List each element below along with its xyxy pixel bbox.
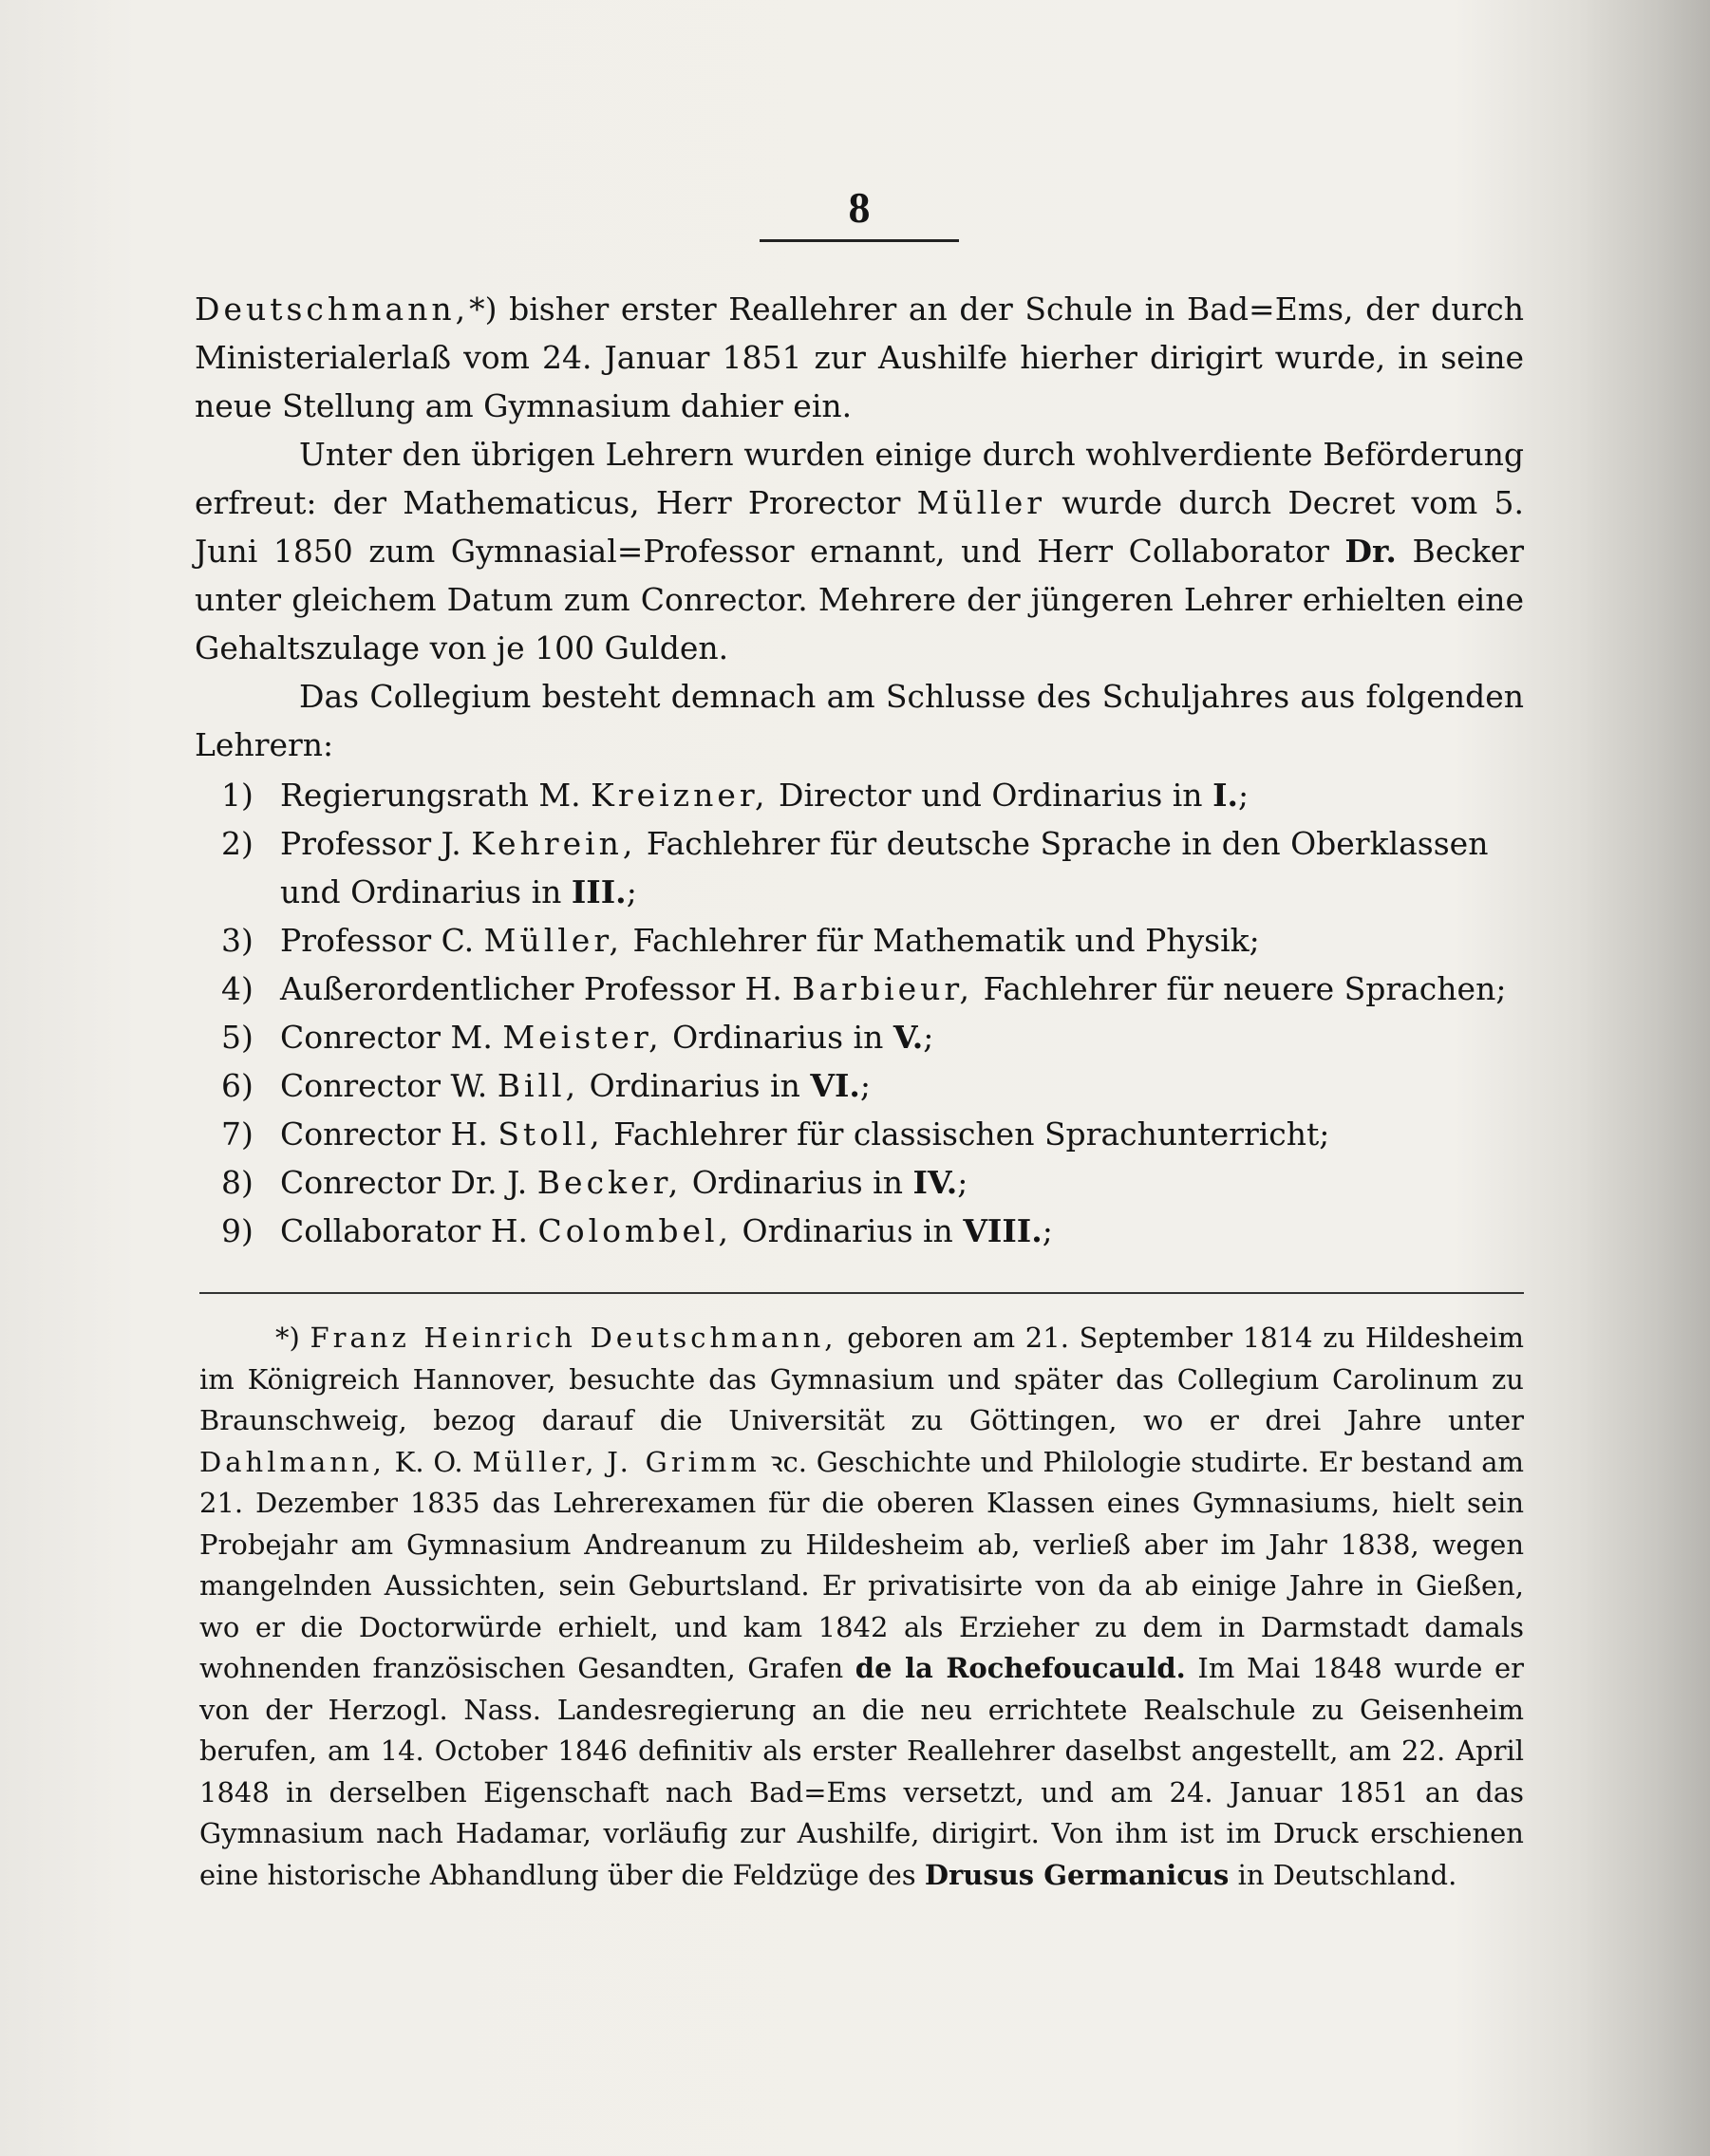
page-number: 8 xyxy=(848,183,871,232)
footnote xyxy=(199,1318,1524,1896)
page-number-rule xyxy=(760,239,959,242)
paragraph-2-text-c: Becker unter gleichem Datum zum Conrector. Mehrere der jüngeren Lehrer erhielten eine Gehaltszulage von je 100 Gulden. xyxy=(195,533,1524,666)
staff-name: Colombel, xyxy=(537,1212,733,1249)
footnote-marker: *) xyxy=(275,1322,300,1354)
class-label: VIII. xyxy=(963,1212,1043,1249)
staff-item: 8) Conrector Dr. J. Becker, Ordinarius in IV.; xyxy=(195,1158,1524,1207)
name-mueller-ko: Müller, xyxy=(472,1445,598,1478)
name-dahlmann: Dahlmann, xyxy=(199,1445,385,1478)
main-text xyxy=(195,285,1524,769)
class-label: IV. xyxy=(912,1164,958,1201)
staff-number: 1) xyxy=(221,777,254,814)
staff-name: Müller, xyxy=(483,922,623,959)
name-drusus: Drusus Germanicus xyxy=(924,1858,1230,1891)
staff-item: 7) Conrector H. Stoll, Fachlehrer für classischen Sprachunterricht; xyxy=(195,1110,1524,1158)
paragraph-1-text: *) bisher erster Reallehrer an der Schule in Bad=Ems, der durch Ministerialerlaß vom 24. Januar 1851 zur Aushilfe hierher dirigirt wurde, in seine neue Stellung am Gymnasium dahier ein. xyxy=(195,291,1524,424)
page-edge-shadow xyxy=(1577,0,1710,2156)
paragraph-2 xyxy=(195,430,1524,672)
paragraph-2-text-b: wurde durch Decret vom 5. Juni 1850 zum Gymnasial=Professor ernannt, und Herr Collaborator xyxy=(195,484,1524,570)
staff-name: Kehrein, xyxy=(471,825,637,862)
staff-item: 5) Conrector M. Meister, Ordinarius in V.; xyxy=(195,1013,1524,1061)
class-label: VI. xyxy=(810,1067,860,1104)
staff-item: 9) Collaborator H. Colombel, Ordinarius in VIII.; xyxy=(195,1207,1524,1255)
staff-item: 6) Conrector W. Bill, Ordinarius in VI.; xyxy=(195,1061,1524,1110)
footnote-name: Franz Heinrich Deutschmann, xyxy=(310,1322,837,1354)
staff-number: 8) xyxy=(221,1164,254,1201)
staff-name: Barbieur, xyxy=(792,970,974,1007)
paragraph-3: Das Collegium besteht demnach am Schlusse des Schuljahres aus folgenden Lehrern: xyxy=(195,678,1524,763)
staff-number: 3) xyxy=(221,922,254,959)
class-label: I. xyxy=(1212,777,1239,814)
name-mueller: Müller xyxy=(916,484,1046,521)
staff-name: Stoll, xyxy=(498,1115,604,1153)
staff-name: Kreizner, xyxy=(591,777,769,814)
staff-number: 4) xyxy=(221,970,254,1007)
class-label: V. xyxy=(893,1019,924,1056)
staff-item: 4) Außerordentlicher Professor H. Barbieur, Fachlehrer für neuere Sprachen; xyxy=(195,965,1524,1013)
name-deutschmann: Deutschmann, xyxy=(195,291,470,328)
staff-name: Meister, xyxy=(502,1019,663,1056)
paragraph-2-text-a: Unter den übrigen Lehrern wurden einige durch wohlverdiente Beförderung erfreut: der Mathematicus, Herr Prorector xyxy=(195,436,1524,521)
staff-item: 2) Professor J. Kehrein, Fachlehrer für deutsche Sprache in den Oberklassen und Ordinarius in III.; xyxy=(195,819,1524,916)
staff-name: Bill, xyxy=(497,1067,580,1104)
name-grimm: J. Grimm xyxy=(607,1445,761,1478)
staff-number: 7) xyxy=(221,1115,254,1153)
staff-number: 2) xyxy=(221,825,254,862)
staff-item: 3) Professor C. Müller, Fachlehrer für Mathematik und Physik; xyxy=(195,916,1524,965)
footnote-divider xyxy=(199,1292,1524,1294)
staff-name: Becker, xyxy=(536,1164,683,1201)
name-rochefoucauld: de la Rochefoucauld. xyxy=(855,1652,1186,1684)
staff-number: 5) xyxy=(221,1019,254,1056)
paragraph-1 xyxy=(195,285,1524,430)
staff-list xyxy=(195,771,1524,1255)
title-dr: Dr. xyxy=(1344,533,1397,570)
footnote-text: *) Franz Heinrich Deutschmann, geboren am 21. September 1814 zu Hildesheim im Königreich Hannover, besuchte das Gymnasium und später das Collegium Carolinum zu Braunschweig, bezog darauf die Universität zu Göttingen, wo er drei Jahre unter Dahlmann, K. O. Müller, J. Grimm ꝛc. Geschichte und Philologie studirte. Er bestand am 21. Dezember 1835 das Lehrerexamen für die oberen Klassen eines Gymnasiums, hielt sein Probejahr am Gymnasium Andreanum zu Hildesheim ab, verließ aber im Jahr 1838, wegen mangelnden Aussichten, sein Geburtsland. Er privatisirte von da ab einige Jahre in Gießen, wo er die Doctorwürde erhielt, und kam 1842 als Erzieher zu dem in Darmstadt damals wohnenden französischen Gesandten, Grafen de la Rochefoucauld. Im Mai 1848 wurde er von der Herzogl. Nass. Landesregierung an die neu errichtete Realschule zu Geisenheim berufen, am 14. October 1846 definitiv als erster Reallehrer daselbst angestellt, am 22. April 1848 in derselben Eigenschaft nach Bad=Ems versetzt, und am 24. Januar 1851 an das Gymnasium nach Hadamar, vorläufig zur Aushilfe, dirigirt. Von ihm ist im Druck erschienen eine historische Abhandlung über die Feldzüge des Drusus Germanicus in Deutschland. xyxy=(199,1322,1525,1891)
class-label: III. xyxy=(571,873,627,910)
staff-item: 1) Regierungsrath M. Kreizner, Director und Ordinarius in I.; xyxy=(195,771,1524,819)
staff-number: 6) xyxy=(221,1067,254,1104)
staff-number: 9) xyxy=(221,1212,254,1249)
